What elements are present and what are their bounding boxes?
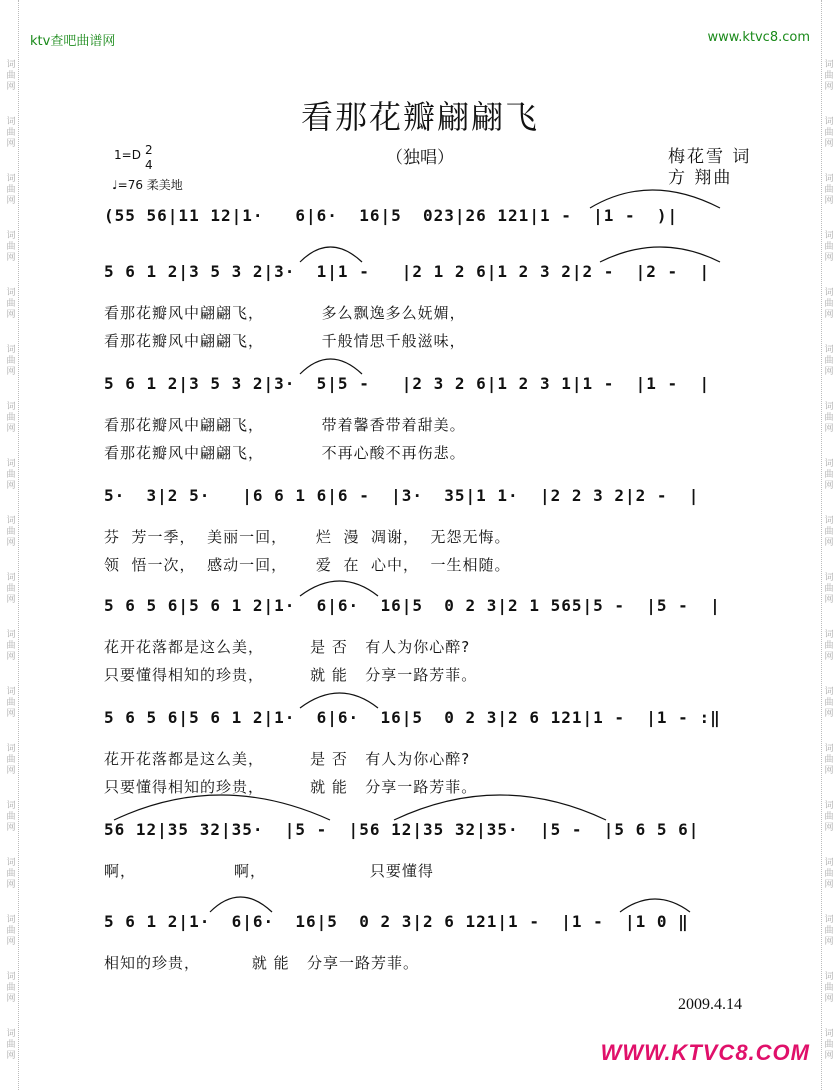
watermark-glyphs: 词 曲 网 — [824, 174, 834, 206]
notation-row: 56 12|35 32|35· |5 - |56 12|35 32|35· |5 - |5 6 5 6| — [104, 820, 700, 839]
lyric-line: 花开花落都是这么美， 是 否 有人为你心醉? — [104, 638, 471, 656]
watermark-glyphs: 词 曲 网 — [824, 801, 834, 833]
key-signature: 1=D — [114, 148, 141, 162]
notation-row: 5 6 1 2|3 5 3 2|3· 5|5 - |2 3 2 6|1 2 3 1|1 - |1 - | — [104, 374, 711, 393]
watermark-glyphs: 词 曲 网 — [6, 174, 16, 206]
lyric-line: 芬 芳一季， 美丽一回， 烂 漫 凋谢， 无怨无悔。 — [104, 528, 511, 546]
lyric-line: 只要懂得相知的珍贵， 就 能 分享一路芳菲。 — [104, 666, 478, 684]
watermark-glyphs: 词 曲 网 — [6, 630, 16, 662]
lyric-line: 只要懂得相知的珍贵， 就 能 分享一路芳菲。 — [104, 778, 478, 796]
watermark-glyphs: 词 曲 网 — [824, 630, 834, 662]
watermark-glyphs: 词 曲 网 — [6, 801, 16, 833]
watermark-glyphs: 词 曲 网 — [6, 402, 16, 434]
watermark-glyphs: 词 曲 网 — [6, 345, 16, 377]
notation-row: 5 6 5 6|5 6 1 2|1· 6|6· 16|5 0 2 3|2 6 121|1 - |1 - :‖ — [104, 708, 721, 727]
lyric-line: 相知的珍贵， 就 能 分享一路芳菲。 — [104, 954, 419, 972]
watermark-glyphs: 词 曲 网 — [824, 858, 834, 890]
site-brand-logo: WWW.KTVC8.COM — [600, 1040, 810, 1065]
watermark-glyphs: 词 曲 网 — [6, 972, 16, 1004]
watermark-glyphs: 词 曲 网 — [824, 345, 834, 377]
notation-row: 5 6 1 2|1· 6|6· 16|5 0 2 3|2 6 121|1 - |1 - |1 0 ‖ — [104, 912, 689, 931]
watermark-glyphs: 词 曲 网 — [6, 117, 16, 149]
watermark-glyphs: 词 曲 网 — [824, 117, 834, 149]
song-title: 看那花瓣翩翩飞 — [300, 98, 539, 136]
lyricist-credit: 梅花雪 词 — [668, 147, 752, 167]
watermark-glyphs: 词 曲 网 — [6, 573, 16, 605]
notation-row: 5 6 1 2|3 5 3 2|3· 1|1 - |2 1 2 6|1 2 3 2|2 - |2 - | — [104, 262, 711, 281]
watermark-glyphs: 词 曲 网 — [824, 687, 834, 719]
tempo-marking: ♩=76 柔美地 — [112, 178, 183, 192]
watermark-glyphs: 词 曲 网 — [6, 516, 16, 548]
watermark-glyphs: 词 曲 网 — [824, 402, 834, 434]
time-bottom: 4 — [145, 158, 153, 172]
notation-row: (55 56|11 12|1· 6|6· 16|5 023|26 121|1 - |1 - )| — [104, 206, 679, 225]
watermark-glyphs: 词 曲 网 — [824, 573, 834, 605]
watermark-glyphs: 词 曲 网 — [6, 915, 16, 947]
lyric-line: 看那花瓣风中翩翩飞， 千般情思千般滋味， — [104, 332, 466, 350]
watermark-glyphs: 词 曲 网 — [6, 1029, 16, 1061]
watermark-glyphs: 词 曲 网 — [824, 231, 834, 263]
lyric-line: 啊， 啊， 只要懂得 — [104, 862, 434, 880]
watermark-glyphs: 词 曲 网 — [6, 858, 16, 890]
watermark-glyphs: 词 曲 网 — [824, 744, 834, 776]
watermark-glyphs: 词 曲 网 — [824, 915, 834, 947]
time-signature — [145, 143, 153, 173]
watermark-glyphs: 词 曲 网 — [6, 744, 16, 776]
lyric-line: 看那花瓣风中翩翩飞， 带着馨香带着甜美。 — [104, 416, 466, 434]
watermark-glyphs: 词 曲 网 — [6, 231, 16, 263]
lyric-line: 领 悟一次， 感动一回， 爱 在 心中， 一生相随。 — [104, 556, 511, 574]
watermark-glyphs: 词 曲 网 — [824, 516, 834, 548]
watermark-glyphs: 词 曲 网 — [6, 60, 16, 92]
watermark-glyphs: 词 曲 网 — [824, 1029, 834, 1061]
watermark-glyphs: 词 曲 网 — [6, 459, 16, 491]
song-subtitle: （独唱） — [386, 148, 454, 168]
watermark-glyphs: 词 曲 网 — [824, 60, 834, 92]
time-top: 2 — [145, 143, 153, 157]
right-site-label: www.ktvc8.com — [707, 30, 810, 45]
composer-credit: 方 翔曲 — [668, 168, 733, 188]
notation-row: 5 6 5 6|5 6 1 2|1· 6|6· 16|5 0 2 3|2 1 565|5 - |5 - | — [104, 596, 721, 615]
lyric-line: 花开花落都是这么美， 是 否 有人为你心醉? — [104, 750, 471, 768]
left-site-label: ktv查吧曲谱网 — [30, 34, 116, 49]
watermark-glyphs: 词 曲 网 — [6, 288, 16, 320]
notation-row: 5· 3|2 5· |6 6 1 6|6 - |3· 35|1 1· |2 2 3 2|2 - | — [104, 486, 700, 505]
watermark-glyphs: 词 曲 网 — [824, 972, 834, 1004]
watermark-glyphs: 词 曲 网 — [824, 288, 834, 320]
date-stamp: 2009.4.14 — [678, 996, 742, 1013]
watermark-glyphs: 词 曲 网 — [6, 687, 16, 719]
lyric-line: 看那花瓣风中翩翩飞， 不再心酸不再伤悲。 — [104, 444, 466, 462]
watermark-glyphs: 词 曲 网 — [824, 459, 834, 491]
lyric-line: 看那花瓣风中翩翩飞， 多么飘逸多么妩媚， — [104, 304, 466, 322]
